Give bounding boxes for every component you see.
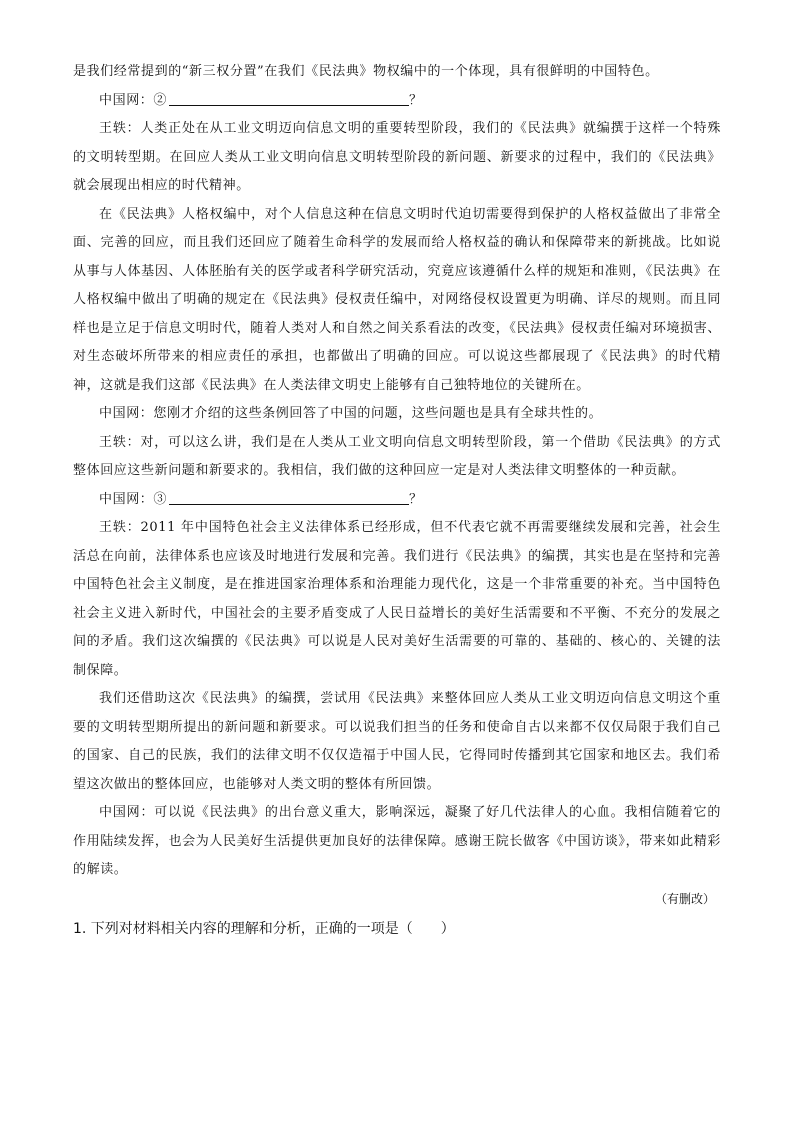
answer-blank-2[interactable] [169, 91, 409, 106]
answer-blank-3[interactable] [169, 490, 409, 505]
question-blank-3 [73, 486, 721, 515]
paragraph-3: 在《民法典》人格权编中，对个人信息这种在信息文明时代迫切需要得到保护的人格权益做出了非常全面、完善的回应，而且我们还回应了随着生命科学的发展而给人格权益的确认和保障带来的新挑战。比如说从事与人体基因、人体胚胎有关的医学或者科学研究活动，究竟应该遵循什么样的规矩和准则，《民法典》在人格权编中做出了明确的规定在《民法典》侵权责任编中，对网络侵权设置更为明确、详尽的规则。而且同样也是立足于信息文明时代，随着人类对人和自然之间关系看法的改变，《民法典》侵权责任编对环境损害、对生态破坏所带来的相应责任的承担，也都做出了明确的回应。可以说这些都展现了《民法典》的时代精神，这就是我们这部《民法典》在人类法律文明史上能够有自己独特地位的关键所在。 [73, 206, 721, 393]
q2-end: ？ [409, 92, 423, 108]
source-note: （有删改） [654, 891, 715, 906]
paragraph-8: 中国网：可以说《民法典》的出台意义重大，影响深远，凝聚了好几代法律人的心血。我相信随着它的作用陆续发挥，也会为人民美好生活提供更加良好的法律保障。感谢王院长做客《中国访谈》，带来如此精彩的解读。 [73, 805, 721, 877]
paragraph-2: 王轶：人类正处在从工业文明迈向信息文明的重要转型阶段，我们的《民法典》就编撰于这样一个特殊的文明转型期。在回应人类从工业文明向信息文明转型阶段的新问题、新要求的过程中，我们的《民法典》就会展现出相应的时代精神。 [73, 121, 721, 193]
q3-label: 中国网：③ [99, 491, 168, 507]
paragraph-5: 王轶：对，可以这么讲，我们是在人类从工业文明向信息文明转型阶段，第一个借助《民法典》的方式整体回应这些新问题和新要求的。我相信，我们做的这种回应一定是对人类法律文明整体的一种贡献。 [73, 434, 721, 478]
document-body [73, 58, 721, 943]
q3-end: ？ [409, 491, 423, 507]
question-blank-2 [73, 87, 721, 116]
question-1: 1. 下列对材料相关内容的理解和分析，正确的一项是（ ） [73, 920, 455, 937]
paragraph-7: 我们还借助这次《民法典》的编撰，尝试用《民法典》来整体回应人类从工业文明迈向信息文明这个重要的文明转型期所提出的新问题和新要求。可以说我们担当的任务和使命自古以来都不仅仅局限于我们自己的国家、自己的民族，我们的法律文明不仅仅造福于中国人民，它得同时传播到其它国家和地区去。我们希望这次做出的整体回应，也能够对人类文明的整体有所回馈。 [73, 691, 721, 792]
paragraph-4: 中国网：您刚才介绍的这些条例回答了中国的问题，这些问题也是具有全球共性的。 [99, 406, 603, 421]
paragraph-6: 王轶：2011 年中国特色社会主义法律体系已经形成，但不代表它就不再需要继续发展和完善，社会生活总在向前，法律体系也应该及时地进行发展和完善。我们进行《民法典》的编撰，其实也是在坚持和完善中国特色社会主义制度，是在推进国家治理体系和治理能力现代化，这是一个非常重要的补充。当中国特色社会主义进入新时代，中国社会的主要矛盾变成了人民日益增长的美好生活需要和不平衡、不充分的发展之间的矛盾。我们这次编撰的《民法典》可以说是人民对美好生活需要的可靠的、基础的、核心的、关键的法制保障。 [73, 520, 721, 678]
paragraph-1: 是我们经常提到的“新三权分置”在我们《民法典》物权编中的一个体现，具有很鲜明的中国特色。 [73, 64, 659, 79]
q2-label: 中国网：② [99, 92, 168, 108]
